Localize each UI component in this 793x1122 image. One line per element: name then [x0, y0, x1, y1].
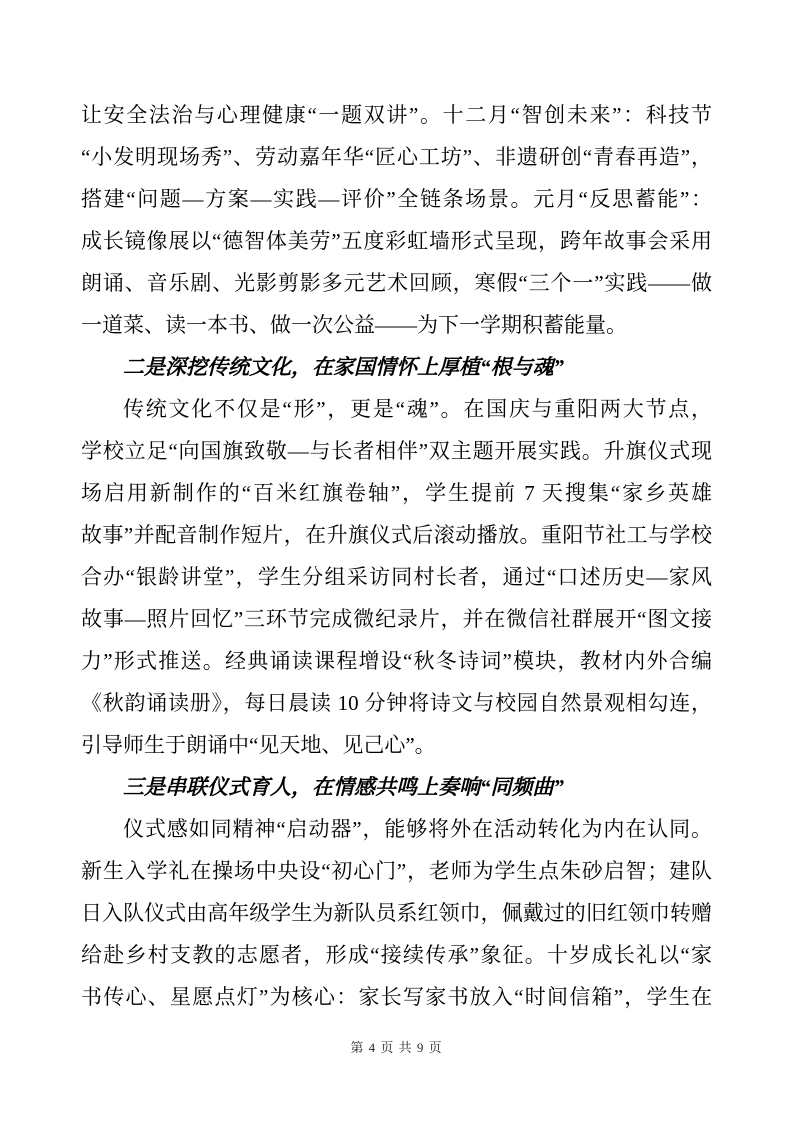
- section-heading: 三是串联仪式育人，在情感共鸣上奏响“同频曲”: [123, 775, 564, 799]
- text-line: 合办“银龄讲堂”，学生分组采访同村长者，通过“口述历史—家风: [81, 565, 712, 589]
- text-line: 搭建“问题—方案—实践—评价”全链条场景。元月“反思蓄能”：: [81, 187, 712, 211]
- page-number-footer: 第 4 页 共 9 页: [350, 1040, 443, 1055]
- text-line: 朗诵、音乐剧、光影剪影多元艺术回顾，寒假“三个一”实践——做: [81, 271, 712, 295]
- text-line: 让安全法治与心理健康“一题双讲”。十二月“智创未来”：科技节: [81, 103, 712, 127]
- text-line: 引导师生于朗诵中“见天地、见己心”。: [81, 733, 436, 757]
- text-line: 学校立足“向国旗致敬—与长者相伴”双主题开展实践。升旗仪式现: [81, 439, 712, 463]
- text-line: 日入队仪式由高年级学生为新队员系红领巾，佩戴过的旧红领巾转赠: [81, 901, 712, 925]
- text-line: 一道菜、读一本书、做一次公益——为下一学期积蓄能量。: [81, 313, 627, 337]
- text-line: 故事”并配音制作短片，在升旗仪式后滚动播放。重阳节社工与学校: [81, 523, 712, 547]
- text-line: “小发明现场秀”、劳动嘉年华“匠心工坊”、非遗研创“青春再造”，: [81, 145, 712, 169]
- text-line: 新生入学礼在操场中央设“初心门”，老师为学生点朱砂启智；建队: [81, 859, 712, 883]
- text-line: 给赴乡村支教的志愿者，形成“接续传承”象征。十岁成长礼以“家: [81, 943, 712, 967]
- text-line: 《秋韵诵读册》，每日晨读 10 分钟将诗文与校园自然景观相勾连，: [81, 691, 712, 715]
- text-line: 成长镜像展以“德智体美劳”五度彩虹墙形式呈现，跨年故事会采用: [81, 229, 712, 253]
- text-line: 仪式感如同精神“启动器”，能够将外在活动转化为内在认同。: [123, 817, 712, 841]
- section-heading: 二是深挖传统文化，在家国情怀上厚植“根与魂”: [123, 355, 564, 379]
- text-line: 场启用新制作的“百米红旗卷轴”，学生提前 7 天搜集“家乡英雄: [81, 481, 712, 505]
- text-line: 力”形式推送。经典诵读课程增设“秋冬诗词”模块，教材内外合编: [81, 649, 712, 673]
- text-line: 书传心、星愿点灯”为核心：家长写家书放入“时间信箱”，学生在: [81, 985, 712, 1009]
- text-line: 传统文化不仅是“形”，更是“魂”。在国庆与重阳两大节点，: [123, 397, 712, 421]
- text-line: 故事—照片回忆”三环节完成微纪录片，并在微信社群展开“图文接: [81, 607, 712, 631]
